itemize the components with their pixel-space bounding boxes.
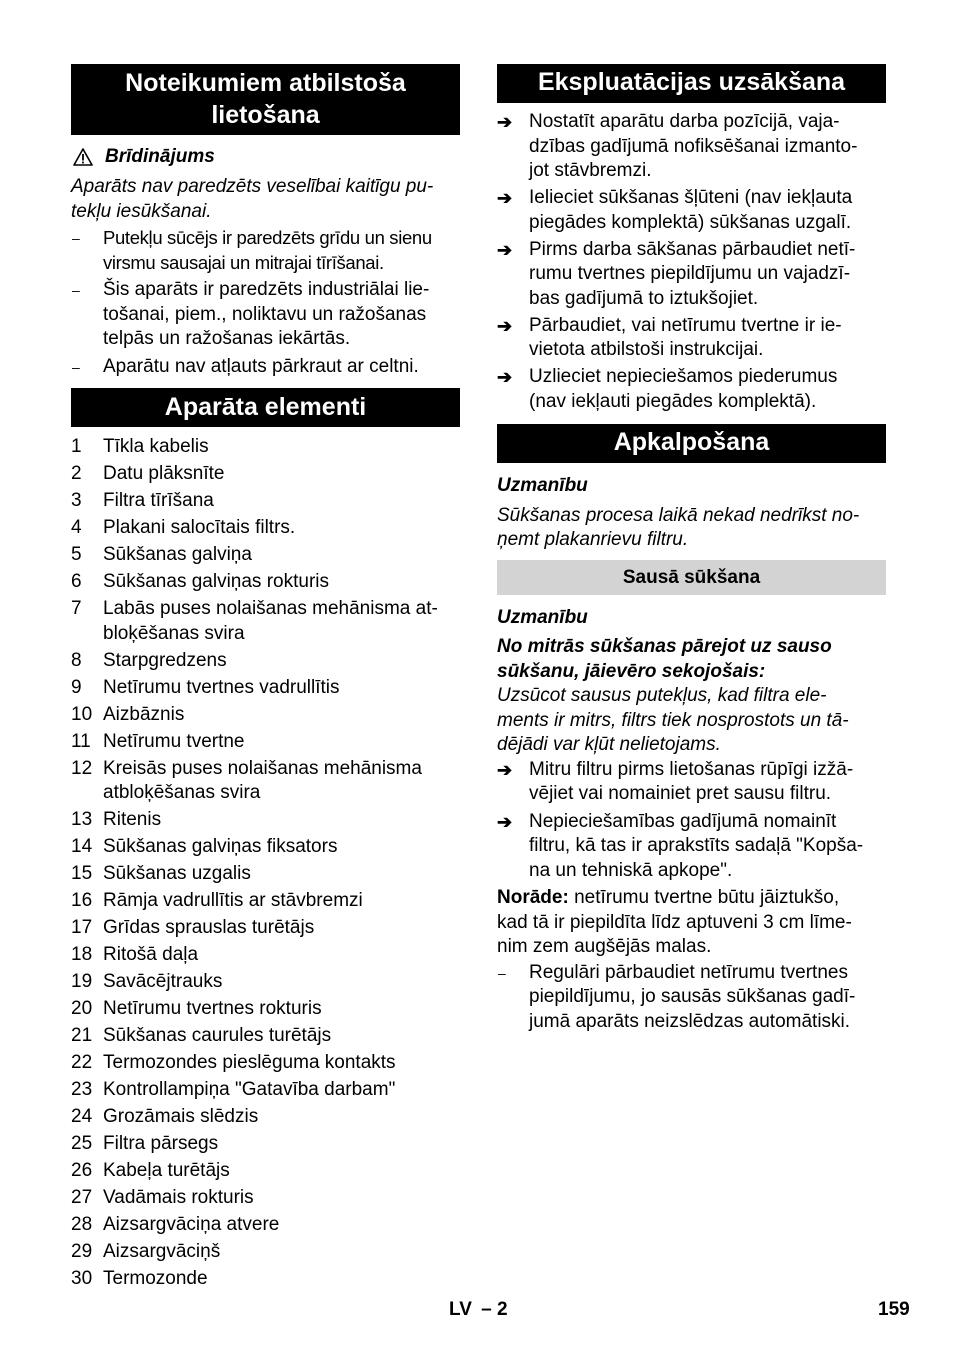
list-item bbox=[71, 889, 460, 914]
text-line: Ritenis bbox=[103, 809, 162, 830]
list-item bbox=[71, 1132, 460, 1157]
list-item bbox=[71, 970, 460, 995]
item-number: 8 bbox=[71, 649, 82, 671]
item-number: 20 bbox=[71, 998, 93, 1019]
dash-list bbox=[71, 226, 460, 379]
text-line: ments ir mitrs, filtrs tiek nosprostots un tā- bbox=[497, 709, 849, 731]
warning-line bbox=[71, 145, 460, 169]
subheading-dry-vacuuming: Sausā sūkšana bbox=[497, 560, 886, 595]
text-line: Aparātu nav atļauts pārkraut ar celtni. bbox=[103, 355, 419, 377]
list-item bbox=[71, 916, 460, 941]
item-number: 22 bbox=[71, 1052, 93, 1073]
text-line: Sūkšanas procesa laikā nekad nedrīkst no- bbox=[497, 504, 860, 526]
list-item-text bbox=[103, 730, 460, 755]
text-line: atbloķēšanas svira bbox=[103, 782, 261, 803]
list-item bbox=[71, 730, 460, 755]
heading-line: Noteikumiem atbilstoša bbox=[125, 69, 406, 97]
step-text bbox=[529, 365, 886, 414]
list-item-text bbox=[103, 435, 460, 460]
item-number: 17 bbox=[71, 917, 93, 938]
heading-text: Ekspluatācijas uzsākšana bbox=[537, 68, 846, 96]
startup-steps bbox=[497, 110, 886, 414]
text-line: Ielieciet sūkšanas šļūteni (nav iekļauta bbox=[529, 187, 853, 208]
text-line: Starpgredzens bbox=[103, 649, 227, 671]
list-item bbox=[71, 1105, 460, 1130]
footer-code: – 2 bbox=[481, 1299, 508, 1320]
list-item-text bbox=[103, 355, 460, 380]
list-item-text bbox=[529, 961, 886, 1035]
text-line: sūkšanu, jāievēro sekojošais: bbox=[497, 660, 766, 682]
text-line: Kontrollampiņa "Gatavība darbam" bbox=[103, 1079, 396, 1100]
list-item bbox=[71, 570, 460, 595]
list-item bbox=[71, 703, 460, 728]
list-item bbox=[71, 997, 460, 1022]
heading-text: Aparāta elementi bbox=[164, 393, 367, 421]
text-line: Sūkšanas galviņa bbox=[103, 544, 252, 565]
caution-label: Uzmanību bbox=[497, 606, 588, 628]
list-item-text bbox=[103, 970, 460, 995]
dash-marker: – bbox=[498, 964, 506, 981]
item-number: 14 bbox=[71, 836, 93, 857]
item-number: 15 bbox=[71, 863, 93, 884]
item-number: 26 bbox=[71, 1160, 93, 1181]
step-text bbox=[529, 758, 886, 807]
list-item bbox=[71, 649, 460, 674]
text-line: vietota atbilstoši instrukcijai. bbox=[529, 339, 764, 360]
text-line: Filtra tīrīšana bbox=[103, 490, 214, 511]
text-line: kad tā ir piepildīta līdz aptuveni 3 cm līme- bbox=[497, 911, 852, 933]
list-item-text bbox=[103, 489, 460, 514]
list-item-text bbox=[103, 1051, 460, 1076]
list-item-text bbox=[103, 278, 460, 352]
list-item bbox=[71, 1267, 460, 1292]
text-line: Kreisās puses nolaišanas mehānisma bbox=[103, 757, 422, 779]
item-number: 21 bbox=[71, 1025, 93, 1046]
dash-marker: – bbox=[72, 358, 80, 375]
list-item-text bbox=[103, 703, 460, 728]
text-line: tekļu iesūkšanai. bbox=[71, 200, 212, 222]
text-line: Sūkšanas caurules turētājs bbox=[103, 1025, 332, 1046]
step-text bbox=[529, 810, 886, 884]
list-item bbox=[71, 462, 460, 487]
list-item bbox=[71, 489, 460, 514]
list-item bbox=[71, 676, 460, 701]
text-line: Netīrumu tvertnes rokturis bbox=[103, 998, 322, 1019]
item-number: 25 bbox=[71, 1133, 93, 1154]
list-item-text bbox=[103, 862, 460, 887]
list-item-text bbox=[103, 1132, 460, 1157]
step-item bbox=[497, 238, 886, 312]
caution-text bbox=[497, 504, 886, 553]
text-line: piegādes komplektā) sūkšanas uzgalī. bbox=[529, 211, 852, 233]
list-item-text bbox=[103, 1213, 460, 1238]
step-item bbox=[497, 758, 886, 807]
item-number: 12 bbox=[71, 757, 93, 779]
item-number: 10 bbox=[71, 703, 93, 725]
text-line: Nostatīt aparātu darba pozīcijā, vaja- bbox=[529, 111, 840, 132]
list-item-text bbox=[103, 889, 460, 914]
list-item-text bbox=[103, 916, 460, 941]
text-line: Grozāmais slēdzis bbox=[103, 1106, 259, 1127]
caution-bold-text bbox=[497, 635, 886, 684]
text-line: Putekļu sūcējs ir paredzēts grīdu un sienu bbox=[103, 227, 432, 248]
list-item-text bbox=[103, 1105, 460, 1130]
caution-label: Uzmanību bbox=[497, 475, 588, 496]
left-column bbox=[71, 64, 460, 1292]
text-line: Savācējtrauks bbox=[103, 971, 223, 992]
list-item bbox=[71, 516, 460, 541]
list-item bbox=[71, 835, 460, 860]
list-item-text bbox=[103, 1078, 460, 1103]
footer-page-number: 159 bbox=[878, 1299, 910, 1320]
arrow-icon: ➔ bbox=[497, 188, 513, 208]
right-column bbox=[497, 64, 886, 1034]
text-line: Mitru filtru pirms lietošanas rūpīgi izžā- bbox=[529, 758, 854, 780]
list-item bbox=[71, 1078, 460, 1103]
step-text bbox=[529, 110, 886, 184]
text-line: Datu plāksnīte bbox=[103, 463, 225, 484]
text-line: piepildījumu, jo sausās sūkšanas gadī- bbox=[529, 986, 856, 1007]
list-item-text bbox=[103, 808, 460, 833]
text-line: dējādi var kļūt nelietojams. bbox=[497, 734, 721, 755]
text-line: Tīkla kabelis bbox=[103, 436, 209, 457]
text-line: Termozondes pieslēguma kontakts bbox=[103, 1052, 396, 1073]
item-number: 23 bbox=[71, 1079, 93, 1100]
arrow-icon: ➔ bbox=[497, 315, 513, 336]
list-item-text bbox=[103, 1186, 460, 1211]
item-number: 7 bbox=[71, 598, 82, 619]
text-line: Aizsargvāciņš bbox=[103, 1241, 221, 1262]
item-number: 11 bbox=[71, 730, 91, 752]
arrow-icon: ➔ bbox=[497, 811, 513, 832]
text-line: No mitrās sūkšanas pārejot uz sauso bbox=[497, 636, 832, 657]
text-line: Pārbaudiet, vai netīrumu tvertne ir ie- bbox=[529, 314, 842, 336]
item-number: 19 bbox=[71, 971, 93, 992]
text-line: Sūkšanas galviņas fiksators bbox=[103, 836, 338, 857]
list-item bbox=[71, 808, 460, 833]
step-item bbox=[497, 810, 886, 884]
heading-start-up bbox=[497, 64, 886, 103]
step-item bbox=[497, 365, 886, 414]
list-item bbox=[71, 1024, 460, 1049]
text-line: Nepieciešamības gadījumā nomainīt bbox=[529, 810, 837, 832]
text-line: jumā aparāts neizslēdzas automātiski. bbox=[529, 1010, 851, 1032]
text-line: tošanai, piem., noliktavu un ražošanas bbox=[103, 303, 427, 325]
step-item bbox=[497, 314, 886, 363]
item-number: 18 bbox=[71, 944, 93, 965]
text-line: Aparāts nav paredzēts veselībai kaitīgu pu- bbox=[71, 176, 434, 197]
arrow-icon: ➔ bbox=[497, 112, 513, 132]
list-item bbox=[71, 435, 460, 460]
item-number: 29 bbox=[71, 1241, 93, 1262]
list-item bbox=[497, 961, 886, 1035]
text-line: Šis aparāts ir paredzēts industriālai lie- bbox=[103, 279, 430, 300]
text-line: virsmu sausajai un mitrajai tīrīšanai. bbox=[103, 251, 384, 273]
text-line: Termozonde bbox=[103, 1268, 208, 1289]
arrow-icon: ➔ bbox=[497, 759, 513, 780]
note-label: Norāde: bbox=[497, 887, 569, 908]
step-item bbox=[497, 186, 886, 235]
list-item-text bbox=[103, 543, 460, 568]
item-number: 1 bbox=[71, 436, 82, 457]
list-item-text bbox=[103, 1024, 460, 1049]
text-line: rumu tvertnes piepildījumu un vajadzī- bbox=[529, 263, 851, 284]
list-item-text bbox=[103, 676, 460, 701]
list-item-text bbox=[103, 462, 460, 487]
text-line: Pirms darba sākšanas pārbaudiet netī- bbox=[529, 238, 856, 260]
text-line: filtru, kā tas ir aprakstīts sadaļā "Kopša- bbox=[529, 835, 864, 856]
list-item-text bbox=[103, 597, 460, 646]
step-item bbox=[497, 110, 886, 184]
text-line: na un tehniskā apkope". bbox=[529, 859, 733, 881]
text-line: Rāmja vadrullītis ar stāvbremzi bbox=[103, 890, 363, 911]
item-number: 28 bbox=[71, 1214, 93, 1235]
item-number: 30 bbox=[71, 1268, 93, 1289]
text-line: bas gadījumā to iztukšojiet. bbox=[529, 287, 759, 309]
text-line: Grīdas sprauslas turētājs bbox=[103, 917, 315, 938]
text-line: telpās un ražošanas iekārtās. bbox=[103, 328, 351, 349]
text-line bbox=[497, 886, 886, 911]
text-line: Vadāmais rokturis bbox=[103, 1187, 254, 1208]
list-item-text bbox=[103, 1159, 460, 1184]
caution-text bbox=[497, 684, 886, 758]
step-text bbox=[529, 238, 886, 312]
text-line: vējiet vai nomainiet pret sausu filtru. bbox=[529, 783, 832, 804]
heading-intended-use bbox=[71, 64, 460, 135]
item-number: 6 bbox=[71, 571, 82, 592]
heading-operation bbox=[497, 424, 886, 463]
list-item-text bbox=[103, 1240, 460, 1265]
item-number: 27 bbox=[71, 1187, 93, 1208]
text-line: ņemt plakanrievu filtru. bbox=[497, 529, 689, 550]
arrow-icon: ➔ bbox=[497, 367, 513, 387]
list-item-text bbox=[103, 1267, 460, 1292]
note-text: netīrumu tvertne būtu jāiztukšo, bbox=[568, 887, 840, 908]
item-number: 16 bbox=[71, 890, 93, 911]
text-line: Uzsūcot sausus putekļus, kad filtra ele- bbox=[497, 685, 827, 706]
dash-marker: – bbox=[72, 282, 80, 298]
heading-line: lietošana bbox=[211, 101, 320, 129]
list-item-text bbox=[103, 997, 460, 1022]
list-item bbox=[71, 1213, 460, 1238]
text-line: Ritošā daļa bbox=[103, 944, 199, 965]
step-text bbox=[529, 314, 886, 363]
text-line: Kabeļa turētājs bbox=[103, 1160, 230, 1181]
text-line: Regulāri pārbaudiet netīrumu tvertnes bbox=[529, 961, 848, 983]
text-line: dzības gadījumā nofiksēšanai izmanto- bbox=[529, 135, 858, 157]
text-line: Uzlieciet nepieciešamos piederumus bbox=[529, 366, 838, 387]
heading-text: Apkalpošana bbox=[613, 428, 770, 456]
text-line: bloķēšanas svira bbox=[103, 622, 245, 644]
text-line: Netīrumu tvertnes vadrullītis bbox=[103, 676, 340, 698]
list-item bbox=[71, 226, 460, 275]
item-number: 13 bbox=[71, 809, 93, 830]
text-line: Sūkšanas uzgalis bbox=[103, 863, 251, 884]
list-item bbox=[71, 1051, 460, 1076]
footer-lang: LV bbox=[449, 1299, 472, 1320]
list-item-text bbox=[103, 226, 460, 275]
list-item bbox=[71, 597, 460, 646]
item-number: 4 bbox=[71, 517, 82, 538]
step-text bbox=[529, 186, 886, 235]
list-item bbox=[71, 1186, 460, 1211]
list-item bbox=[71, 943, 460, 968]
list-item bbox=[71, 355, 460, 380]
operation-steps bbox=[497, 758, 886, 884]
text-line: Filtra pārsegs bbox=[103, 1133, 219, 1154]
footer-page-code bbox=[449, 1298, 508, 1322]
list-item bbox=[71, 862, 460, 887]
list-item-text bbox=[103, 835, 460, 860]
item-number: 9 bbox=[71, 676, 82, 698]
warning-text bbox=[71, 175, 460, 224]
text-line: Sūkšanas galviņas rokturis bbox=[103, 571, 329, 592]
list-item bbox=[71, 543, 460, 568]
list-item-text bbox=[103, 757, 460, 806]
text-line: (nav iekļauti piegādes komplektā). bbox=[529, 390, 817, 412]
list-item bbox=[71, 1240, 460, 1265]
dash-marker: – bbox=[72, 230, 80, 246]
list-item bbox=[71, 757, 460, 806]
list-item bbox=[71, 1159, 460, 1184]
elements-list bbox=[71, 435, 460, 1292]
text-line: Netīrumu tvertne bbox=[103, 730, 245, 752]
list-item-text bbox=[103, 649, 460, 674]
text-line: Plakani salocītais filtrs. bbox=[103, 517, 296, 538]
text-line: Aizsargvāciņa atvere bbox=[103, 1214, 280, 1235]
note-paragraph bbox=[497, 886, 886, 960]
list-item-text bbox=[103, 943, 460, 968]
item-number: 24 bbox=[71, 1106, 93, 1127]
text-line: nim zem augšējās malas. bbox=[497, 936, 712, 957]
text-line: Aizbāznis bbox=[103, 703, 185, 725]
text-line: Labās puses nolaišanas mehānisma at- bbox=[103, 598, 438, 619]
list-item-text bbox=[103, 570, 460, 595]
item-number: 3 bbox=[71, 490, 82, 511]
heading-device-elements bbox=[71, 388, 460, 427]
warning-label: Brīdinājums bbox=[105, 146, 215, 167]
list-item-text bbox=[103, 516, 460, 541]
arrow-icon: ➔ bbox=[497, 239, 513, 260]
item-number: 5 bbox=[71, 544, 82, 565]
list-item bbox=[71, 278, 460, 352]
item-number: 2 bbox=[71, 463, 82, 484]
warning-triangle-icon bbox=[73, 148, 93, 166]
text-line: jot stāvbremzi. bbox=[529, 160, 652, 181]
